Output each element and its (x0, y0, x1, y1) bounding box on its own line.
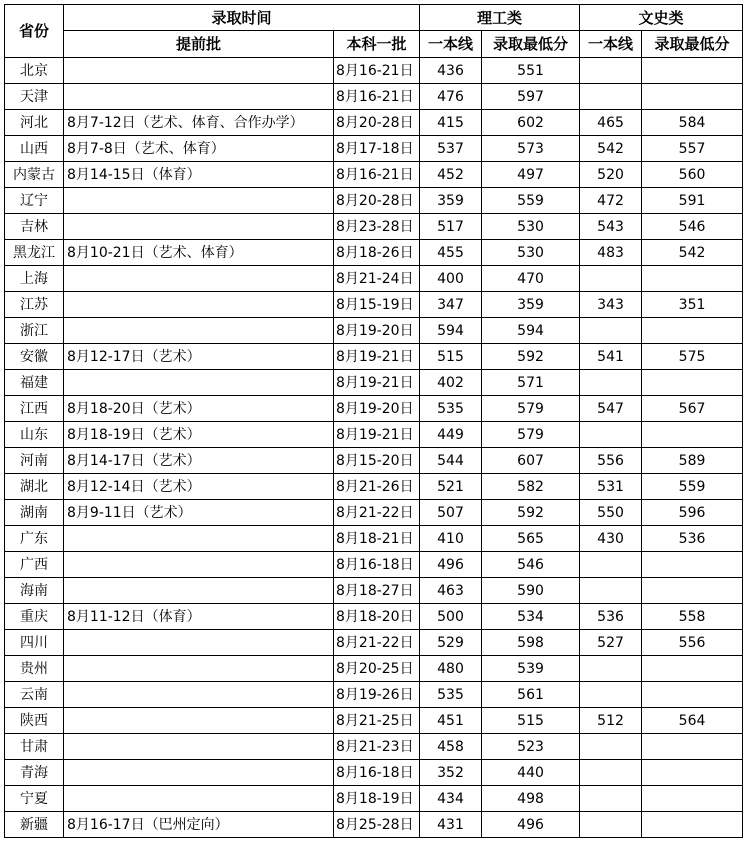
science-tier-line-cell: 452 (420, 162, 482, 188)
province-cell: 贵州 (5, 656, 64, 682)
liberal-min-score-cell: 567 (642, 396, 743, 422)
first-batch-cell: 8月18-27日 (334, 578, 420, 604)
science-min-score-cell: 590 (482, 578, 580, 604)
table-row (5, 552, 743, 578)
liberal-tier-line-cell: 472 (580, 188, 642, 214)
science-tier-line-cell: 535 (420, 682, 482, 708)
liberal-min-score-cell: 536 (642, 526, 743, 552)
table-row (5, 84, 743, 110)
liberal-tier-line-cell (580, 370, 642, 396)
science-min-score-cell: 440 (482, 760, 580, 786)
science-tier-line-cell: 410 (420, 526, 482, 552)
liberal-min-score-cell: 351 (642, 292, 743, 318)
liberal-tier-line-cell: 550 (580, 500, 642, 526)
liberal-tier-line-cell (580, 578, 642, 604)
first-batch-cell: 8月16-21日 (334, 162, 420, 188)
liberal-tier-line-cell (580, 786, 642, 812)
first-batch-cell: 8月15-19日 (334, 292, 420, 318)
first-batch-cell: 8月15-20日 (334, 448, 420, 474)
table-row (5, 162, 743, 188)
province-cell: 黑龙江 (5, 240, 64, 266)
first-batch-cell: 8月17-18日 (334, 136, 420, 162)
table-row (5, 448, 743, 474)
table-row (5, 58, 743, 84)
header-liberal-tier-line: 一本线 (580, 31, 642, 58)
header-liberal-min-score: 录取最低分 (642, 31, 743, 58)
province-cell: 新疆 (5, 812, 64, 838)
liberal-tier-line-cell (580, 84, 642, 110)
table-row (5, 656, 743, 682)
province-cell: 吉林 (5, 214, 64, 240)
early-batch-cell: 8月12-14日（艺术） (64, 474, 334, 500)
header-admission-time: 录取时间 (64, 5, 420, 31)
liberal-min-score-cell (642, 552, 743, 578)
science-min-score-cell: 534 (482, 604, 580, 630)
header-science-min-score: 录取最低分 (482, 31, 580, 58)
science-min-score-cell: 602 (482, 110, 580, 136)
table-body (5, 58, 743, 838)
province-cell: 陕西 (5, 708, 64, 734)
science-min-score-cell: 530 (482, 240, 580, 266)
science-tier-line-cell: 402 (420, 370, 482, 396)
liberal-min-score-cell: 546 (642, 214, 743, 240)
first-batch-cell: 8月21-23日 (334, 734, 420, 760)
table-row (5, 526, 743, 552)
liberal-min-score-cell: 556 (642, 630, 743, 656)
province-cell: 云南 (5, 682, 64, 708)
province-cell: 安徽 (5, 344, 64, 370)
first-batch-cell: 8月16-18日 (334, 552, 420, 578)
science-min-score-cell: 498 (482, 786, 580, 812)
first-batch-cell: 8月16-21日 (334, 58, 420, 84)
liberal-tier-line-cell: 543 (580, 214, 642, 240)
first-batch-cell: 8月18-19日 (334, 786, 420, 812)
header-province: 省份 (5, 5, 64, 58)
liberal-min-score-cell (642, 656, 743, 682)
liberal-tier-line-cell: 512 (580, 708, 642, 734)
first-batch-cell: 8月25-28日 (334, 812, 420, 838)
science-min-score-cell: 515 (482, 708, 580, 734)
science-tier-line-cell: 500 (420, 604, 482, 630)
science-tier-line-cell: 434 (420, 786, 482, 812)
table-row (5, 240, 743, 266)
science-min-score-cell: 573 (482, 136, 580, 162)
first-batch-cell: 8月23-28日 (334, 214, 420, 240)
liberal-tier-line-cell: 430 (580, 526, 642, 552)
table-row (5, 682, 743, 708)
science-tier-line-cell: 458 (420, 734, 482, 760)
science-tier-line-cell: 496 (420, 552, 482, 578)
early-batch-cell (64, 188, 334, 214)
liberal-tier-line-cell: 541 (580, 344, 642, 370)
first-batch-cell: 8月19-21日 (334, 370, 420, 396)
liberal-tier-line-cell (580, 656, 642, 682)
early-batch-cell (64, 552, 334, 578)
liberal-min-score-cell (642, 578, 743, 604)
province-cell: 江苏 (5, 292, 64, 318)
liberal-min-score-cell: 560 (642, 162, 743, 188)
liberal-min-score-cell (642, 266, 743, 292)
liberal-min-score-cell (642, 58, 743, 84)
table-row (5, 136, 743, 162)
science-min-score-cell: 592 (482, 500, 580, 526)
table-row (5, 708, 743, 734)
admission-table (4, 4, 743, 838)
province-cell: 天津 (5, 84, 64, 110)
science-tier-line-cell: 400 (420, 266, 482, 292)
science-tier-line-cell: 463 (420, 578, 482, 604)
table-row (5, 344, 743, 370)
liberal-min-score-cell (642, 734, 743, 760)
early-batch-cell: 8月9-11日（艺术） (64, 500, 334, 526)
table-row (5, 630, 743, 656)
first-batch-cell: 8月21-25日 (334, 708, 420, 734)
liberal-min-score-cell: 542 (642, 240, 743, 266)
science-tier-line-cell: 415 (420, 110, 482, 136)
early-batch-cell (64, 656, 334, 682)
science-tier-line-cell: 347 (420, 292, 482, 318)
early-batch-cell: 8月14-15日（体育） (64, 162, 334, 188)
liberal-tier-line-cell (580, 760, 642, 786)
science-min-score-cell: 359 (482, 292, 580, 318)
early-batch-cell (64, 292, 334, 318)
science-tier-line-cell: 449 (420, 422, 482, 448)
province-cell: 甘肃 (5, 734, 64, 760)
liberal-tier-line-cell (580, 552, 642, 578)
science-min-score-cell: 551 (482, 58, 580, 84)
province-cell: 辽宁 (5, 188, 64, 214)
table-row (5, 188, 743, 214)
liberal-min-score-cell (642, 760, 743, 786)
liberal-tier-line-cell (580, 812, 642, 838)
liberal-tier-line-cell (580, 422, 642, 448)
liberal-min-score-cell (642, 318, 743, 344)
province-cell: 北京 (5, 58, 64, 84)
table-row (5, 734, 743, 760)
liberal-tier-line-cell: 542 (580, 136, 642, 162)
early-batch-cell: 8月18-20日（艺术） (64, 396, 334, 422)
science-tier-line-cell: 544 (420, 448, 482, 474)
science-min-score-cell: 607 (482, 448, 580, 474)
first-batch-cell: 8月19-20日 (334, 318, 420, 344)
early-batch-cell: 8月18-19日（艺术） (64, 422, 334, 448)
early-batch-cell (64, 84, 334, 110)
liberal-tier-line-cell (580, 266, 642, 292)
table-row (5, 214, 743, 240)
liberal-min-score-cell: 559 (642, 474, 743, 500)
liberal-min-score-cell: 557 (642, 136, 743, 162)
early-batch-cell (64, 370, 334, 396)
science-tier-line-cell: 352 (420, 760, 482, 786)
science-tier-line-cell: 507 (420, 500, 482, 526)
province-cell: 湖北 (5, 474, 64, 500)
table-row (5, 760, 743, 786)
province-cell: 重庆 (5, 604, 64, 630)
first-batch-cell: 8月18-26日 (334, 240, 420, 266)
header-first-batch: 本科一批 (334, 31, 420, 58)
early-batch-cell: 8月7-8日（艺术、体育） (64, 136, 334, 162)
table-row (5, 396, 743, 422)
first-batch-cell: 8月18-20日 (334, 604, 420, 630)
early-batch-cell (64, 760, 334, 786)
science-tier-line-cell: 431 (420, 812, 482, 838)
science-tier-line-cell: 521 (420, 474, 482, 500)
table-row (5, 318, 743, 344)
table-row (5, 422, 743, 448)
science-min-score-cell: 523 (482, 734, 580, 760)
science-tier-line-cell: 451 (420, 708, 482, 734)
science-tier-line-cell: 359 (420, 188, 482, 214)
first-batch-cell: 8月18-21日 (334, 526, 420, 552)
first-batch-cell: 8月19-26日 (334, 682, 420, 708)
science-min-score-cell: 592 (482, 344, 580, 370)
liberal-min-score-cell: 584 (642, 110, 743, 136)
province-cell: 广西 (5, 552, 64, 578)
early-batch-cell (64, 578, 334, 604)
early-batch-cell (64, 318, 334, 344)
province-cell: 宁夏 (5, 786, 64, 812)
table-row (5, 786, 743, 812)
first-batch-cell: 8月19-20日 (334, 396, 420, 422)
province-cell: 海南 (5, 578, 64, 604)
liberal-tier-line-cell (580, 58, 642, 84)
first-batch-cell: 8月21-26日 (334, 474, 420, 500)
liberal-min-score-cell: 591 (642, 188, 743, 214)
province-cell: 内蒙古 (5, 162, 64, 188)
early-batch-cell (64, 734, 334, 760)
province-cell: 上海 (5, 266, 64, 292)
first-batch-cell: 8月20-25日 (334, 656, 420, 682)
early-batch-cell (64, 786, 334, 812)
province-cell: 福建 (5, 370, 64, 396)
table-row (5, 474, 743, 500)
first-batch-cell: 8月20-28日 (334, 110, 420, 136)
early-batch-cell (64, 58, 334, 84)
first-batch-cell: 8月20-28日 (334, 188, 420, 214)
liberal-min-score-cell (642, 786, 743, 812)
liberal-tier-line-cell: 465 (580, 110, 642, 136)
science-tier-line-cell: 476 (420, 84, 482, 110)
liberal-min-score-cell (642, 682, 743, 708)
science-min-score-cell: 579 (482, 396, 580, 422)
table-row (5, 370, 743, 396)
liberal-min-score-cell: 564 (642, 708, 743, 734)
science-min-score-cell: 597 (482, 84, 580, 110)
table-row (5, 266, 743, 292)
science-min-score-cell: 582 (482, 474, 580, 500)
science-tier-line-cell: 517 (420, 214, 482, 240)
province-cell: 山西 (5, 136, 64, 162)
table-row (5, 110, 743, 136)
science-min-score-cell: 559 (482, 188, 580, 214)
province-cell: 河北 (5, 110, 64, 136)
liberal-tier-line-cell (580, 734, 642, 760)
liberal-min-score-cell (642, 422, 743, 448)
liberal-min-score-cell (642, 370, 743, 396)
science-min-score-cell: 470 (482, 266, 580, 292)
early-batch-cell: 8月7-12日（艺术、体育、合作办学） (64, 110, 334, 136)
liberal-min-score-cell: 589 (642, 448, 743, 474)
table-row (5, 812, 743, 838)
province-cell: 湖南 (5, 500, 64, 526)
science-min-score-cell: 539 (482, 656, 580, 682)
liberal-min-score-cell: 596 (642, 500, 743, 526)
first-batch-cell: 8月16-18日 (334, 760, 420, 786)
science-min-score-cell: 497 (482, 162, 580, 188)
liberal-min-score-cell (642, 84, 743, 110)
liberal-tier-line-cell: 520 (580, 162, 642, 188)
science-min-score-cell: 571 (482, 370, 580, 396)
early-batch-cell (64, 266, 334, 292)
liberal-tier-line-cell: 547 (580, 396, 642, 422)
early-batch-cell (64, 214, 334, 240)
province-cell: 江西 (5, 396, 64, 422)
first-batch-cell: 8月21-22日 (334, 500, 420, 526)
science-min-score-cell: 594 (482, 318, 580, 344)
first-batch-cell: 8月19-21日 (334, 344, 420, 370)
science-min-score-cell: 565 (482, 526, 580, 552)
science-tier-line-cell: 594 (420, 318, 482, 344)
early-batch-cell (64, 526, 334, 552)
header-science: 理工类 (420, 5, 580, 31)
province-cell: 浙江 (5, 318, 64, 344)
liberal-tier-line-cell (580, 318, 642, 344)
liberal-tier-line-cell (580, 682, 642, 708)
science-tier-line-cell: 515 (420, 344, 482, 370)
early-batch-cell: 8月11-12日（体育） (64, 604, 334, 630)
science-min-score-cell: 496 (482, 812, 580, 838)
science-tier-line-cell: 455 (420, 240, 482, 266)
science-tier-line-cell: 436 (420, 58, 482, 84)
header-science-tier-line: 一本线 (420, 31, 482, 58)
table-row (5, 292, 743, 318)
header-early-batch: 提前批 (64, 31, 334, 58)
early-batch-cell: 8月12-17日（艺术） (64, 344, 334, 370)
liberal-tier-line-cell: 483 (580, 240, 642, 266)
table-row (5, 578, 743, 604)
early-batch-cell: 8月10-21日（艺术、体育） (64, 240, 334, 266)
early-batch-cell (64, 682, 334, 708)
science-min-score-cell: 598 (482, 630, 580, 656)
table-row (5, 500, 743, 526)
header-liberal-arts: 文史类 (580, 5, 743, 31)
liberal-tier-line-cell: 527 (580, 630, 642, 656)
province-cell: 青海 (5, 760, 64, 786)
liberal-min-score-cell (642, 812, 743, 838)
province-cell: 山东 (5, 422, 64, 448)
science-tier-line-cell: 537 (420, 136, 482, 162)
early-batch-cell: 8月14-17日（艺术） (64, 448, 334, 474)
liberal-min-score-cell: 558 (642, 604, 743, 630)
province-cell: 四川 (5, 630, 64, 656)
table-row (5, 604, 743, 630)
liberal-tier-line-cell: 531 (580, 474, 642, 500)
liberal-min-score-cell: 575 (642, 344, 743, 370)
liberal-tier-line-cell: 556 (580, 448, 642, 474)
early-batch-cell: 8月16-17日（巴州定向） (64, 812, 334, 838)
science-min-score-cell: 561 (482, 682, 580, 708)
science-tier-line-cell: 535 (420, 396, 482, 422)
first-batch-cell: 8月21-22日 (334, 630, 420, 656)
early-batch-cell (64, 630, 334, 656)
province-cell: 河南 (5, 448, 64, 474)
province-cell: 广东 (5, 526, 64, 552)
science-tier-line-cell: 480 (420, 656, 482, 682)
early-batch-cell (64, 708, 334, 734)
science-tier-line-cell: 529 (420, 630, 482, 656)
first-batch-cell: 8月21-24日 (334, 266, 420, 292)
science-min-score-cell: 546 (482, 552, 580, 578)
liberal-tier-line-cell: 536 (580, 604, 642, 630)
science-min-score-cell: 579 (482, 422, 580, 448)
first-batch-cell: 8月19-21日 (334, 422, 420, 448)
first-batch-cell: 8月16-21日 (334, 84, 420, 110)
science-min-score-cell: 530 (482, 214, 580, 240)
liberal-tier-line-cell: 343 (580, 292, 642, 318)
